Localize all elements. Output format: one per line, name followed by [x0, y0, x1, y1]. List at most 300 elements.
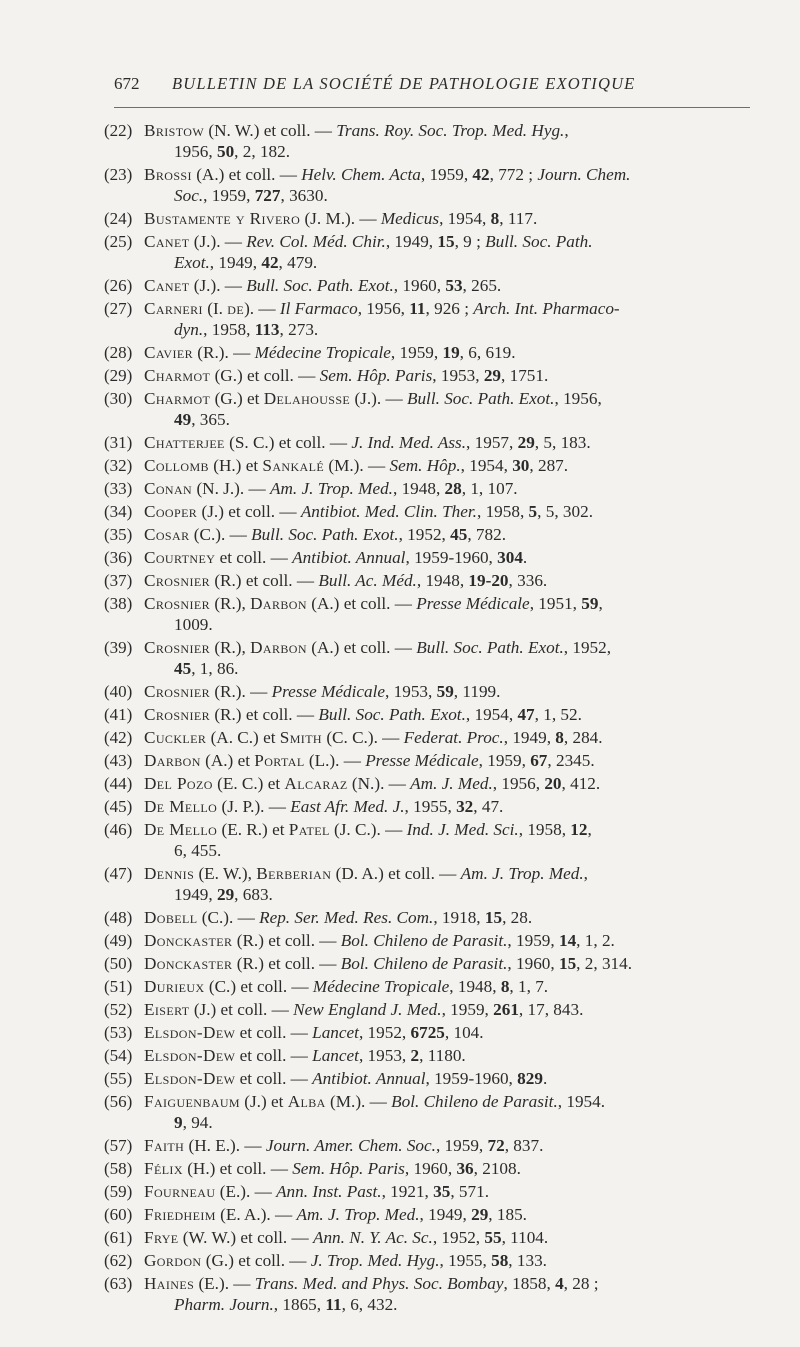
- citation-text: , 1953,: [432, 366, 484, 385]
- citation-text: , 1918,: [433, 908, 485, 927]
- volume-number: 19: [442, 343, 460, 362]
- journal-title: Bol. Chileno de Parasit.: [391, 1092, 558, 1111]
- reference-text: [144, 1204, 754, 1225]
- reference-text: [144, 342, 754, 363]
- reference-continuation: [144, 185, 754, 206]
- citation-text: ,: [583, 864, 588, 883]
- citation-text: , 1960,: [393, 276, 446, 295]
- reference-entry: [0, 773, 800, 794]
- reference-number: (52): [104, 1000, 133, 1019]
- reference-number: (37): [104, 571, 133, 590]
- citation-text: , 1751.: [501, 366, 549, 385]
- author-name: Félix: [144, 1159, 183, 1178]
- reference-text: [144, 681, 754, 702]
- reference-number: (58): [104, 1159, 133, 1178]
- reference-text: [144, 164, 754, 206]
- reference-entry: [0, 1045, 800, 1066]
- reference-continuation: [144, 884, 754, 905]
- reference-text: [144, 750, 754, 771]
- citation-text: (J.) et coll. —: [189, 1000, 294, 1019]
- author-name: Cooper: [144, 502, 198, 521]
- volume-number: 2: [410, 1046, 420, 1065]
- citation-text: , 185.: [488, 1205, 527, 1224]
- reference-entry: [0, 501, 800, 522]
- author-name: Dobell: [144, 908, 198, 927]
- reference-entry: [0, 164, 800, 206]
- journal-title: Bull. Soc. Path. Exot.: [406, 389, 555, 408]
- reference-text: [144, 1135, 754, 1156]
- reference-text: [144, 365, 754, 386]
- volume-number: 29: [517, 433, 535, 452]
- citation-text: (R.) et coll. —: [210, 571, 319, 590]
- author-name: Alba: [287, 1092, 326, 1111]
- reference-text: [144, 863, 754, 905]
- journal-title: Presse Médicale: [416, 594, 530, 613]
- journal-title: Rev. Col. Méd. Chir.: [246, 232, 386, 251]
- citation-text: , 1, 7.: [509, 977, 549, 996]
- journal-title: Antibiot. Annual: [312, 1069, 426, 1088]
- volume-number: 49: [174, 410, 192, 429]
- volume-number: 8: [490, 209, 500, 228]
- citation-text: , 1949,: [385, 232, 438, 251]
- citation-text: , 365.: [191, 410, 230, 429]
- reference-number: (63): [104, 1274, 133, 1293]
- citation-text: (J.) et: [239, 1092, 288, 1111]
- citation-text: (I.: [202, 299, 228, 318]
- reference-text: [144, 501, 754, 522]
- volume-number: 42: [261, 253, 279, 272]
- volume-number: 59: [436, 682, 454, 701]
- reference-text: [144, 953, 754, 974]
- volume-number: 6725: [410, 1023, 445, 1042]
- volume-number: 304: [497, 548, 523, 567]
- citation-text: , 2, 314.: [576, 954, 633, 973]
- citation-text: , 683.: [234, 885, 273, 904]
- reference-text: [144, 1181, 754, 1202]
- citation-text: , 117.: [499, 209, 538, 228]
- journal-title: Ann. Inst. Past.: [276, 1182, 382, 1201]
- citation-text: (C.). —: [197, 908, 260, 927]
- reference-number: (41): [104, 705, 133, 724]
- citation-text: et coll. —: [215, 548, 293, 567]
- reference-number: (48): [104, 908, 133, 927]
- reference-entry: [0, 231, 800, 273]
- reference-continuation: [144, 840, 754, 861]
- citation-text: , 1948,: [449, 977, 501, 996]
- citation-text: , 1954,: [460, 456, 513, 475]
- reference-entry: [0, 727, 800, 748]
- citation-text: (E. R.) et: [217, 820, 289, 839]
- citation-text: et coll. —: [235, 1046, 313, 1065]
- reference-number: (35): [104, 525, 133, 544]
- volume-number: 28: [444, 479, 462, 498]
- citation-text: ,: [598, 594, 603, 613]
- journal-title: Bol. Chileno de Parasit.: [340, 954, 508, 973]
- reference-text: [144, 275, 754, 296]
- reference-number: (53): [104, 1023, 133, 1042]
- author-name: Elsdon-Dew: [144, 1023, 236, 1042]
- citation-text: , 1858,: [503, 1274, 556, 1293]
- journal-title: Ind. J. Med. Sci.: [406, 820, 519, 839]
- volume-number: 9: [174, 1113, 183, 1132]
- author-name: Collomb: [144, 456, 209, 475]
- reference-entry: [0, 1068, 800, 1089]
- citation-text: (A.) et coll. —: [191, 165, 302, 184]
- citation-text: , 1, 52.: [534, 705, 582, 724]
- reference-number: (29): [104, 366, 133, 385]
- reference-entry: [0, 1204, 800, 1225]
- citation-text: , 926 ;: [425, 299, 474, 318]
- citation-text: , 1959,: [478, 751, 531, 770]
- reference-number: (39): [104, 638, 133, 657]
- reference-text: [144, 388, 754, 430]
- reference-text: [144, 208, 754, 229]
- citation-text: , 1953,: [358, 1046, 411, 1065]
- reference-number: (22): [104, 121, 133, 140]
- volume-number: 15: [558, 954, 577, 973]
- journal-title: Bull. Soc. Path. Exot.: [416, 638, 564, 657]
- volume-number: 29: [483, 366, 502, 385]
- citation-text: (N. J.). —: [192, 479, 270, 498]
- citation-text: (E.). —: [215, 1182, 277, 1201]
- author-name: Eisert: [144, 1000, 190, 1019]
- reference-text: [144, 907, 754, 928]
- citation-text: (W. W.) et coll. —: [178, 1228, 313, 1247]
- journal-title: Pharm. Journ.: [174, 1295, 274, 1314]
- journal-title: Journ. Amer. Chem. Soc.: [265, 1136, 436, 1155]
- author-name: Gordon: [144, 1251, 202, 1270]
- reference-number: (30): [104, 389, 133, 408]
- citation-text: , 1949,: [419, 1205, 472, 1224]
- author-name: Cuckler: [144, 728, 207, 747]
- reference-number: (61): [104, 1228, 133, 1247]
- citation-text: (J.). —: [350, 389, 407, 408]
- author-name: Elsdon-Dew: [144, 1069, 236, 1088]
- reference-number: (27): [104, 299, 133, 318]
- author-name: de: [227, 299, 245, 318]
- reference-number: (24): [104, 209, 133, 228]
- reference-entry: [0, 1227, 800, 1248]
- reference-entry: [0, 1135, 800, 1156]
- journal-title: Trans. Roy. Soc. Trop. Med. Hyg.: [336, 121, 565, 140]
- author-name: De Mello: [144, 820, 218, 839]
- citation-text: , 1955,: [404, 797, 457, 816]
- citation-text: , 1, 107.: [461, 479, 518, 498]
- citation-text: , 287.: [529, 456, 569, 475]
- reference-entry: [0, 365, 800, 386]
- author-name: Crosnier: [144, 638, 211, 657]
- citation-text: , 17, 843.: [518, 1000, 584, 1019]
- journal-title: Bull. Soc. Path. Exot.: [246, 276, 394, 295]
- reference-entry: [0, 593, 800, 635]
- reference-continuation: [144, 409, 754, 430]
- journal-title: Médecine Tropicale: [312, 977, 450, 996]
- volume-number: 113: [254, 320, 280, 339]
- journal-title: Medicus: [380, 209, 440, 228]
- journal-title: Helv. Chem. Acta: [301, 165, 421, 184]
- author-name: Cavier: [144, 343, 193, 362]
- volume-number: 15: [437, 232, 455, 251]
- reference-entry: [0, 547, 800, 568]
- reference-text: [144, 524, 754, 545]
- citation-text: (M.). —: [324, 456, 390, 475]
- citation-text: , 1959,: [390, 343, 443, 362]
- citation-text: (J.). —: [189, 232, 247, 251]
- reference-number: (31): [104, 433, 133, 452]
- citation-text: (C.) et coll. —: [204, 977, 313, 996]
- author-name: Cosar: [144, 525, 190, 544]
- author-name: Charmot: [144, 366, 211, 385]
- citation-text: .: [542, 1069, 548, 1088]
- citation-text: (J. M.). —: [300, 209, 381, 228]
- citation-text: , 9 ;: [454, 232, 486, 251]
- reference-entry: [0, 1181, 800, 1202]
- volume-number: 55: [484, 1228, 502, 1247]
- reference-number: (62): [104, 1251, 133, 1270]
- author-name: Patel: [288, 820, 330, 839]
- journal-title: Bull. Soc. Path. Exot.: [251, 525, 399, 544]
- journal-title: Bull. Soc. Path. Exot.: [318, 705, 466, 724]
- reference-entry: [0, 999, 800, 1020]
- reference-number: (46): [104, 820, 133, 839]
- citation-text: , 1952,: [563, 638, 612, 657]
- author-name: Elsdon-Dew: [144, 1046, 236, 1065]
- reference-number: (50): [104, 954, 133, 973]
- reference-entry: [0, 976, 800, 997]
- citation-text: , 1948,: [392, 479, 445, 498]
- citation-text: (C.). —: [189, 525, 252, 544]
- citation-text: , 1, 86.: [191, 659, 239, 678]
- citation-text: , 1954,: [465, 705, 518, 724]
- citation-text: (R.) et coll. —: [210, 705, 319, 724]
- citation-text: 6, 455.: [174, 841, 222, 860]
- reference-entry: [0, 1091, 800, 1133]
- journal-title: Journ. Chem.: [537, 165, 631, 184]
- reference-number: (47): [104, 864, 133, 883]
- reference-text: [144, 930, 754, 951]
- citation-text: , 3630.: [280, 186, 328, 205]
- reference-text: [144, 120, 754, 162]
- reference-continuation: [144, 252, 754, 273]
- author-name: Faiguenbaum: [144, 1092, 240, 1111]
- header-rule: [114, 107, 750, 108]
- reference-text: [144, 593, 754, 635]
- author-name: Darbon: [250, 594, 307, 613]
- author-name: Smith: [279, 728, 323, 747]
- reference-text: [144, 455, 754, 476]
- citation-text: , 265.: [462, 276, 502, 295]
- reference-text: [144, 570, 754, 591]
- citation-text: (A. C.) et: [206, 728, 280, 747]
- journal-title: Soc.: [174, 186, 204, 205]
- volume-number: 35: [433, 1182, 451, 1201]
- reference-entry: [0, 570, 800, 591]
- reference-text: [144, 1068, 754, 1089]
- running-title: BULLETIN DE LA SOCIÉTÉ DE PATHOLOGIE EXOTIQUE: [172, 74, 636, 93]
- reference-entry: [0, 863, 800, 905]
- citation-text: , 1956,: [357, 299, 410, 318]
- reference-number: (44): [104, 774, 133, 793]
- reference-text: [144, 298, 754, 340]
- citation-text: , 1952,: [358, 1023, 411, 1042]
- journal-title: Bol. Chileno de Parasit.: [340, 931, 508, 950]
- volume-number: 19-20: [468, 571, 509, 590]
- citation-text: , 1957,: [466, 433, 518, 452]
- reference-list: [0, 120, 800, 1317]
- journal-title: Il Farmaco: [279, 299, 358, 318]
- reference-entry: [0, 524, 800, 545]
- citation-text: , 1958,: [203, 320, 255, 339]
- reference-continuation: [144, 319, 754, 340]
- journal-title: Exot.: [174, 253, 210, 272]
- citation-text: et coll. —: [235, 1023, 313, 1042]
- citation-text: , 1952,: [432, 1228, 485, 1247]
- reference-text: [144, 637, 754, 679]
- reference-number: (23): [104, 165, 133, 184]
- journal-title: Arch. Int. Pharmaco-: [473, 299, 620, 318]
- citation-text: (R.). —: [192, 343, 255, 362]
- volume-number: 20: [544, 774, 562, 793]
- author-name: Dennis: [144, 864, 195, 883]
- journal-title: Médecine Tropicale: [254, 343, 391, 362]
- author-name: Darbon: [144, 751, 201, 770]
- reference-entry: [0, 1022, 800, 1043]
- reference-entry: [0, 455, 800, 476]
- reference-number: (56): [104, 1092, 133, 1111]
- citation-text: , 1959,: [441, 1000, 494, 1019]
- journal-title: Bull. Ac. Méd.: [318, 571, 417, 590]
- reference-number: (25): [104, 232, 133, 251]
- journal-title: Lancet: [312, 1023, 359, 1042]
- citation-text: , 1959,: [435, 1136, 488, 1155]
- citation-text: (H.) et coll. —: [182, 1159, 293, 1178]
- citation-text: , 1921,: [381, 1182, 434, 1201]
- volume-number: 30: [512, 456, 530, 475]
- citation-text: , 5, 302.: [537, 502, 593, 521]
- volume-number: 261: [493, 1000, 519, 1019]
- volume-number: 53: [445, 276, 463, 295]
- citation-text: 1956,: [174, 142, 217, 161]
- volume-number: 829: [517, 1069, 543, 1088]
- citation-text: , 28 ;: [563, 1274, 599, 1293]
- journal-title: Presse Médicale: [271, 682, 386, 701]
- reference-entry: [0, 298, 800, 340]
- reference-number: (33): [104, 479, 133, 498]
- author-name: Bristow: [144, 121, 205, 140]
- citation-text: (G.) et: [210, 389, 264, 408]
- citation-text: , 5, 183.: [534, 433, 591, 452]
- volume-number: 5: [528, 502, 538, 521]
- reference-number: (54): [104, 1046, 133, 1065]
- citation-text: (L.). —: [304, 751, 366, 770]
- citation-text: (R.) et coll. —: [232, 931, 341, 950]
- citation-text: , 1954.: [557, 1092, 606, 1111]
- author-name: Charmot: [144, 389, 211, 408]
- citation-text: (E. C.) et: [212, 774, 285, 793]
- reference-continuation: [144, 614, 754, 635]
- author-name: Bustamente y Rivero: [144, 209, 301, 228]
- reference-text: [144, 1045, 754, 1066]
- journal-title: Am. J. Trop. Med.: [460, 864, 584, 883]
- citation-text: , 837.: [504, 1136, 544, 1155]
- citation-text: (A.) et: [200, 751, 255, 770]
- journal-title: Bull. Soc. Path.: [485, 232, 593, 251]
- volume-number: 45: [174, 659, 192, 678]
- volume-number: 72: [487, 1136, 505, 1155]
- citation-text: (E.). —: [194, 1274, 255, 1293]
- citation-text: (H. E.). —: [184, 1136, 266, 1155]
- reference-text: [144, 231, 754, 273]
- reference-text: [144, 1273, 754, 1315]
- reference-number: (42): [104, 728, 133, 747]
- journal-title: Ann. N. Y. Ac. Sc.: [312, 1228, 433, 1247]
- author-name: Friedheim: [144, 1205, 216, 1224]
- volume-number: 14: [558, 931, 577, 950]
- journal-title: Trans. Med. and Phys. Soc. Bombay: [254, 1274, 504, 1293]
- volume-number: 45: [450, 525, 468, 544]
- citation-text: (N. W.) et coll. —: [204, 121, 337, 140]
- author-name: Donckaster: [144, 954, 233, 973]
- citation-text: (M.). —: [325, 1092, 392, 1111]
- citation-text: , 6, 619.: [459, 343, 516, 362]
- citation-text: (R.),: [210, 594, 251, 613]
- journal-title: Sem. Hôp. Paris: [319, 366, 433, 385]
- journal-title: Am. J. Trop. Med.: [296, 1205, 420, 1224]
- reference-text: [144, 704, 754, 725]
- reference-number: (40): [104, 682, 133, 701]
- reference-continuation: [144, 1294, 754, 1315]
- volume-number: 58: [491, 1251, 509, 1270]
- journal-title: Antibiot. Annual: [292, 548, 406, 567]
- reference-text: [144, 999, 754, 1020]
- reference-number: (38): [104, 594, 133, 613]
- citation-text: (C. C.). —: [322, 728, 404, 747]
- citation-text: (E. A.). —: [215, 1205, 297, 1224]
- reference-text: [144, 547, 754, 568]
- volume-number: 11: [325, 1295, 342, 1314]
- reference-text: [144, 727, 754, 748]
- reference-entry: [0, 796, 800, 817]
- citation-text: (R.),: [210, 638, 251, 657]
- citation-text: , 1953,: [385, 682, 437, 701]
- journal-title: East Afr. Med. J.: [290, 797, 405, 816]
- reference-continuation: [144, 141, 754, 162]
- reference-continuation: [144, 1112, 754, 1133]
- reference-entry: [0, 275, 800, 296]
- volume-number: 29: [216, 885, 235, 904]
- volume-number: 32: [456, 797, 474, 816]
- reference-entry: [0, 208, 800, 229]
- citation-text: , 1960,: [404, 1159, 457, 1178]
- citation-text: , 1199.: [453, 682, 501, 701]
- citation-text: (A.) et coll. —: [306, 594, 417, 613]
- reference-number: (28): [104, 343, 133, 362]
- reference-text: [144, 773, 754, 794]
- citation-text: , 1952,: [398, 525, 451, 544]
- journal-title: dyn.: [174, 320, 204, 339]
- author-name: Carneri: [144, 299, 203, 318]
- journal-title: J. Ind. Med. Ass.: [351, 433, 467, 452]
- volume-number: 15: [484, 908, 503, 927]
- reference-text: [144, 478, 754, 499]
- journal-title: New England J. Med.: [293, 1000, 442, 1019]
- citation-text: , 1865,: [273, 1295, 326, 1314]
- journal-title: Am. J. Trop. Med.: [269, 479, 393, 498]
- reference-number: (45): [104, 797, 133, 816]
- reference-text: [144, 1250, 754, 1271]
- reference-text: [144, 1227, 754, 1248]
- citation-text: , 104.: [444, 1023, 484, 1042]
